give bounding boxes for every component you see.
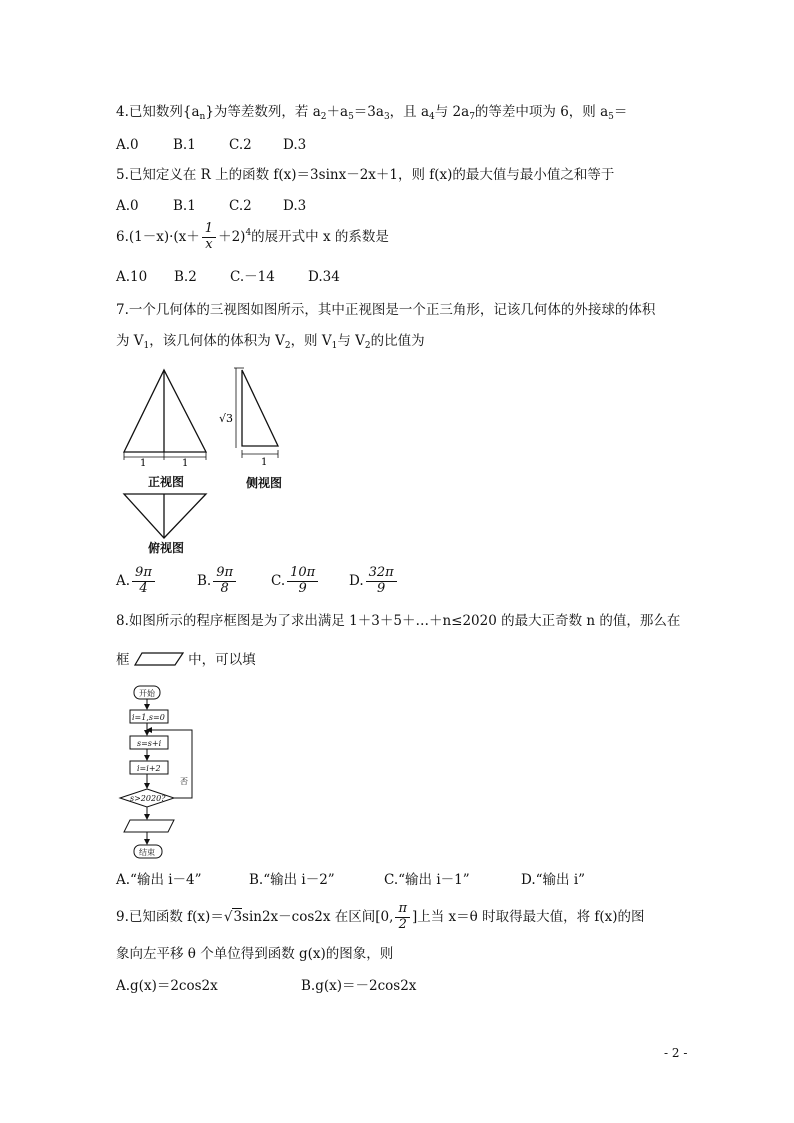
side-view-triangle [242, 370, 278, 446]
q7-option-c: C. $\frac{10\pi}{9}$ [271, 566, 349, 597]
front-view-triangle [124, 370, 206, 452]
side-dim-sqrt3: √3 [219, 412, 234, 425]
q5-option-b: B.1 [173, 198, 196, 214]
flow-output [124, 820, 174, 832]
parallelogram-box-icon [134, 652, 184, 666]
front-view-label: 正视图 [148, 475, 185, 489]
q7-option-b: B. $\frac{9\pi}{8}$ [197, 566, 271, 597]
q5-option-a: A.0 [116, 198, 139, 214]
q9-stem-line2: 象向左平移 θ 个单位得到函数 g(x)的图象，则 [116, 946, 394, 962]
q8-options [116, 874, 585, 888]
q7-option-a: A. $\frac{9\pi}{4}$ [116, 566, 197, 597]
top-view-triangle [124, 494, 206, 538]
q6-option-a: A.10 [116, 269, 148, 285]
q4-option-c: C.2 [229, 137, 252, 153]
q4-option-a: A.0 [116, 137, 139, 153]
flow-cond-text: s>2020? [130, 794, 166, 803]
flow-start-text: 开始 [139, 689, 155, 698]
q9-fraction: $\frac{\pi}{2}$ [395, 902, 410, 933]
q5-options [116, 200, 306, 214]
front-dim-right: 1 [182, 458, 189, 469]
q7-option-d: D. $\frac{32\pi}{9}$ [349, 566, 399, 597]
top-view-label: 俯视图 [148, 541, 185, 555]
page-number: - 2 - [664, 1046, 688, 1060]
q9-option-a: A.g(x)＝2cos2x [116, 978, 218, 994]
q6-fraction: $\frac{1}{x}$ [202, 222, 216, 253]
flow-no-text: 否 [180, 777, 188, 786]
flow-step2-text: i=i+2 [137, 764, 161, 773]
flow-step1-text: s=s+i [137, 739, 162, 748]
q6-option-c: C.－14 [230, 269, 275, 285]
q6-stem: 6.(1－x)·(x＋ $\frac{1}{x}$ ＋2)$^4$的展开式中 x 的系数是 [116, 221, 389, 252]
q8-stem-line2: 框 中，可以填 [116, 652, 256, 668]
side-view-label: 侧视图 [246, 476, 283, 490]
q5-option-d: D.3 [283, 198, 307, 214]
q8-flowchart [112, 682, 212, 862]
q4-option-b: B.1 [173, 137, 196, 153]
q8-option-c: C.“输出 i－1” [384, 872, 470, 888]
q4-option-d: D.3 [283, 137, 307, 153]
q7-options [116, 566, 399, 597]
q5-option-c: C.2 [229, 198, 252, 214]
q8-stem-line1: 8.如图所示的程序框图是为了求出满足 1＋3＋5＋…＋n≤2020 的最大正奇数 n 的值，那么在 [116, 613, 681, 629]
q7-stem-line1: 7.一个几何体的三视图如图所示，其中正视图是一个正三角形，记该几何体的外接球的体积 [116, 302, 656, 318]
q7-stem-line2: 为 $V_1$，该几何体的体积为 $V_2$，则 $V_1$与 $V_2$的比值为 [116, 333, 425, 351]
sqrt-symbol: √ [223, 908, 233, 925]
q6-option-d: D.34 [308, 269, 340, 285]
q4-options [116, 139, 306, 153]
flow-end-text: 结束 [139, 848, 155, 857]
front-dim-left: 1 [140, 458, 147, 469]
q8-option-b: B.“输出 i－2” [249, 872, 335, 888]
flow-init-text: i=1,s=0 [132, 713, 165, 722]
side-dim-bottom: 1 [261, 457, 268, 468]
q7-three-view-figure [110, 362, 310, 557]
q8-option-d: D.“输出 i” [521, 872, 586, 888]
q5-stem: 5.已知定义在 R 上的函数 f(x)＝3sinx－2x＋1，则 f(x)的最大值与最小值之和等于 [116, 167, 615, 183]
q6-option-b: B.2 [174, 269, 197, 285]
q4-stem: 4.已知数列$\{a_n\}$为等差数列，若 $a_2+a_5=3a_3$，且 $a_4$与 $2a_7$的等差中项为 6，则 $a_5=$ [116, 104, 628, 122]
q6-options [116, 271, 340, 285]
q9-stem-line1: 9.已知函数 f(x)＝√3sin2x－cos2x 在区间[0, $\frac{\pi}{2}$ ]上当 x＝θ 时取得最大值，将 f(x)的图 [116, 901, 645, 932]
q9-options [116, 980, 416, 994]
q8-option-a: A.“输出 i－4” [116, 872, 202, 888]
q9-option-b: B.g(x)＝－2cos2x [301, 978, 417, 994]
